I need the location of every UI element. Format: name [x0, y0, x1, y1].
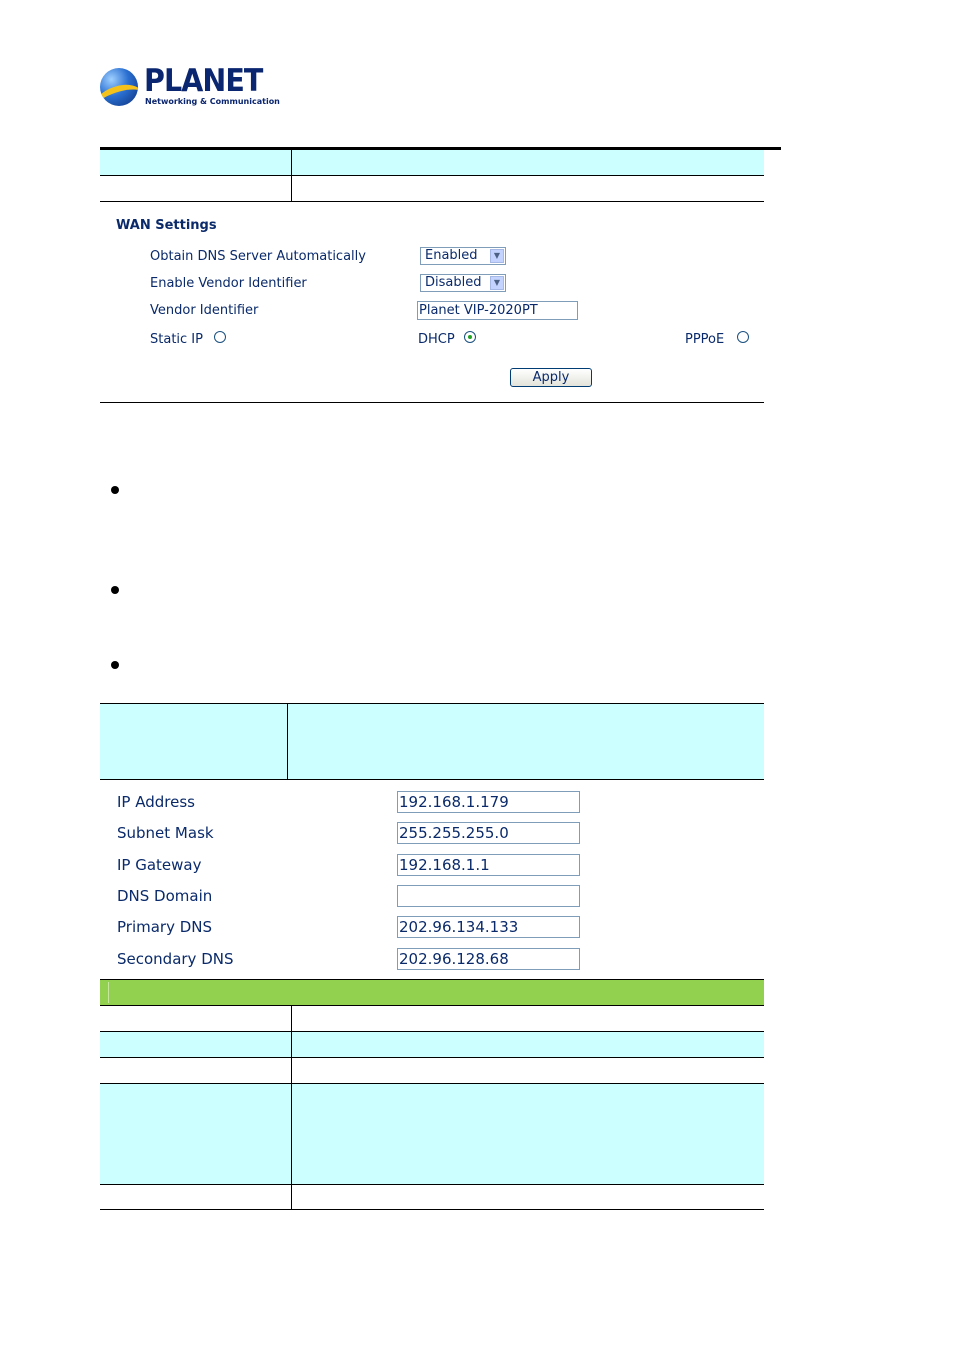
obtain-dns-value: Enabled: [425, 248, 478, 263]
obtain-dns-select[interactable]: [420, 247, 506, 265]
table-row: [100, 1084, 764, 1185]
wan-settings-title: WAN Settings: [116, 218, 217, 233]
apply-button[interactable]: Apply: [510, 368, 592, 387]
bullet-icon: [111, 586, 119, 594]
static-ip-label: Static IP: [150, 332, 203, 347]
chevron-down-icon[interactable]: ▼: [490, 249, 504, 263]
dhcp-label: DHCP: [418, 332, 455, 347]
static-ip-radio[interactable]: [214, 331, 226, 343]
vendor-enable-select[interactable]: [420, 274, 506, 292]
primary-dns-input[interactable]: 202.96.134.133: [397, 916, 580, 938]
vendor-enable-value: Disabled: [425, 275, 482, 290]
dns-domain-input[interactable]: [397, 885, 580, 907]
vendor-id-input[interactable]: Planet VIP-2020PT: [417, 301, 578, 320]
ip-address-label: IP Address: [117, 793, 195, 811]
subnet-mask-label: Subnet Mask: [117, 824, 214, 842]
vendor-enable-label: Enable Vendor Identifier: [150, 276, 307, 291]
table-row: [100, 1006, 764, 1032]
secondary-dns-input[interactable]: 202.96.128.68: [397, 948, 580, 970]
planet-logo-globe-icon: [100, 68, 138, 106]
pppoe-label: PPPoE: [685, 332, 725, 347]
table-row: [100, 1058, 764, 1084]
table-row: [100, 176, 764, 202]
planet-logo-text: PLANET: [144, 63, 263, 99]
dhcp-radio[interactable]: [464, 331, 476, 343]
primary-dns-label: Primary DNS: [117, 918, 213, 936]
chevron-down-icon[interactable]: ▼: [490, 276, 504, 290]
table-row: [100, 703, 764, 780]
table-header-row: [100, 979, 764, 1006]
pppoe-radio[interactable]: [737, 331, 749, 343]
secondary-dns-label: Secondary DNS: [117, 950, 234, 968]
planet-logo-tagline: Networking & Communication: [145, 97, 280, 106]
bullet-icon: [111, 486, 119, 494]
vendor-id-label: Vendor Identifier: [150, 303, 259, 318]
obtain-dns-label: Obtain DNS Server Automatically: [150, 249, 366, 264]
ip-gateway-input[interactable]: 192.168.1.1: [397, 854, 580, 876]
dns-domain-label: DNS Domain: [117, 887, 213, 905]
table-row: [100, 150, 764, 176]
ip-address-input[interactable]: 192.168.1.179: [397, 791, 580, 813]
table-row: [100, 1185, 764, 1210]
bullet-icon: [111, 661, 119, 669]
ip-gateway-label: IP Gateway: [117, 856, 202, 874]
subnet-mask-input[interactable]: 255.255.255.0: [397, 822, 580, 844]
panel-bottom-rule: [100, 402, 764, 403]
table-row: [100, 1032, 764, 1058]
